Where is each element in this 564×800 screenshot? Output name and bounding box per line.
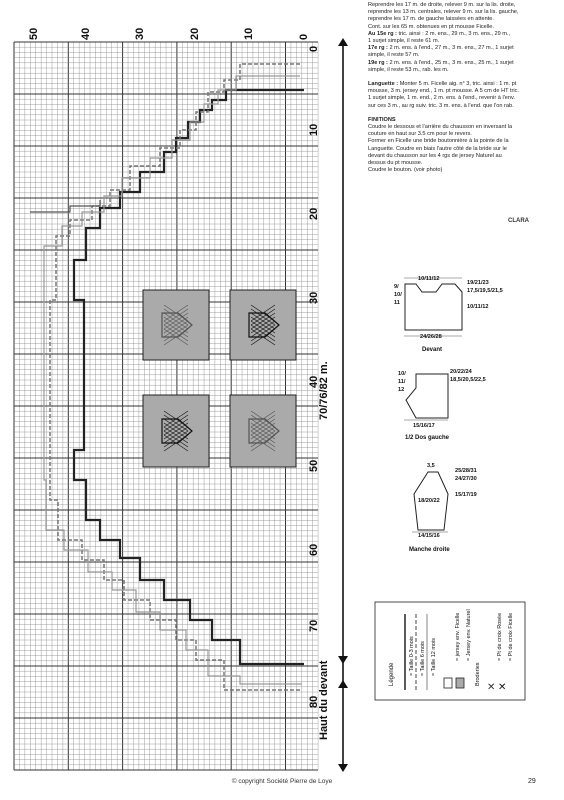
front-top-label: Haut du devant: [318, 660, 330, 740]
finitions-line: couture en haut sur 3.5 cm pour le revers.: [368, 131, 472, 138]
devant-top-dim: 10/11/12: [418, 276, 440, 282]
size-outline: [74, 90, 304, 664]
row19-text-more: simple, il reste 53 m., rab. les m.: [368, 66, 449, 73]
devant-right-top-dim: 19/21/23: [467, 280, 489, 286]
finitions-line: dessus du pt mousse.: [368, 160, 423, 167]
legend-jersey-ficelle: = jersey env. Ficelle: [455, 612, 461, 661]
finitions-line: Coudre le bouton. (voir photo): [368, 167, 443, 174]
manche-right-mid-dim: 24/27/30: [455, 476, 477, 482]
legend-swatch-naturel: [456, 678, 464, 688]
finitions-line: devant du chausson sur les 4 rgs de jersey Naturel au: [368, 152, 502, 159]
row17-text-more: simple, il reste 57 m.: [368, 52, 420, 59]
languette-text: Monter 5 m. Ficelle aig. n° 3, tric. ainsi : 1 m. pt: [398, 81, 517, 88]
copyright-footer: [0, 778, 564, 785]
col-number: 70: [308, 619, 320, 632]
row19-text: 2 m. ens. à l'end., 25 m., 3 m. ens., 25 m., 1 surjet: [387, 59, 514, 66]
chart-side-scale: [338, 38, 348, 772]
row15-heading: Au 15e rg :: [368, 30, 397, 37]
instructions-text: [368, 2, 540, 174]
legend-size-3: = Taille 12 mois: [431, 638, 437, 676]
manche-title: Manche droite: [409, 547, 450, 553]
scale-arrow-up-icon: [338, 38, 348, 46]
col-number: 0: [308, 45, 320, 52]
legend-swatch-ficelle: [444, 678, 452, 688]
finitions-line: Former en Ficelle une bride boutonnière à la pointe de la: [368, 138, 509, 145]
instruction-line: Cont. sur les 65 m. obtenues en pt mousse Ficelle.: [368, 23, 494, 30]
row-number: 40: [80, 27, 92, 40]
manche-top-dim: 3,5: [427, 463, 435, 469]
size-outline: [30, 200, 100, 212]
manche-inner-dim: 18/20/22: [418, 498, 440, 504]
instruction-line: reprendre les 13 m. centrales, relever 9 m. sur la lis. gauche,: [368, 9, 519, 16]
finitions-line: Coudre le dessous et l'arrière du chausson en inversant la: [368, 124, 513, 131]
size-outline: [50, 64, 302, 690]
legend-broderies: Broderies: [475, 662, 481, 686]
devant-left-dim-2: 10/: [394, 292, 402, 298]
row15-text: tric. ainsi : 2 m. ens., 29 m., 3 m. ens., 29 m.,: [396, 30, 511, 37]
legend-cross-rosee-icon: ✕: [487, 682, 496, 693]
devant-left-dim-1: 9/: [394, 284, 399, 290]
instruction-line: reprendre les 17 m. de gauche laissées en attente.: [368, 16, 494, 23]
row15-text-more: 1 surjet simple, il reste 61 m.: [368, 38, 440, 45]
legend-cross-ficelle-icon: ✕: [498, 682, 507, 693]
legend-size-1: = Taille 0-3 mois: [409, 636, 415, 676]
legend-title: Légende: [389, 662, 395, 686]
row-number: 30: [134, 27, 146, 40]
row19-heading: 19e rg :: [368, 59, 388, 66]
manche-right-low-dim: 15/17/19: [455, 492, 477, 498]
legend-pt-croix-ficelle: = Pt de croix Ficelle: [508, 612, 514, 661]
dos-bottom-dim: 15/16/17: [413, 423, 435, 429]
devant-right-bot-dim: 17,5/19,5/21,5: [467, 288, 503, 294]
copyright-text: © copyright Société Pierre de Loye: [231, 778, 333, 785]
dos-left-dim-3: 12: [398, 387, 405, 393]
dos-shape: [406, 374, 448, 418]
size-outlines: [30, 64, 304, 690]
row17-heading: 17e rg :: [368, 45, 388, 52]
legend-pt-croix-rosee: = Pt de croix Rosée: [497, 612, 503, 661]
devant-right-mid-dim: 10/11/12: [467, 304, 489, 310]
row-number: 50: [28, 27, 40, 40]
size-label: 70/76/82 m.: [318, 361, 330, 420]
row17-text: 2 m. ens. à l'end., 27 m., 3 m. ens., 27 m., 1 surjet: [387, 45, 514, 52]
devant-bottom-dim: 24/26/28: [420, 334, 442, 340]
languette-text-more: 1 surjet simple, 1 m. end., 2 m. ens. à l'end., revenir à l'env.: [368, 95, 515, 102]
col-number: 80: [308, 695, 320, 708]
dos-right-bot-dim: 18,5/20,5/22,5: [450, 377, 486, 383]
instruction-lines-a: [368, 2, 540, 31]
marker-arrow-icon: [338, 656, 348, 664]
dos-right-top-dim: 20/22/24: [450, 369, 472, 375]
dos-left-dim-2: 11/: [398, 379, 406, 385]
languette-heading: Languette :: [368, 81, 399, 88]
manche-right-top-dim: 25/28/31: [455, 468, 477, 474]
finitions-lines: [368, 124, 540, 174]
schematic-drawings: [404, 278, 462, 532]
page-number: 29: [528, 778, 536, 785]
dos-left-dim-1: 10/: [398, 371, 406, 377]
col-number: 20: [308, 207, 320, 220]
col-number: 40: [308, 375, 320, 388]
finitions-heading: FINITIONS: [368, 116, 396, 123]
row-number: 20: [189, 27, 201, 40]
marker-arrow-icon: [338, 680, 348, 688]
col-number: 60: [308, 543, 320, 556]
row-number: 0: [298, 33, 310, 40]
col-number: 50: [308, 459, 320, 472]
finitions-line: Languette. Coudre en biais l'autre côté de la bride sur le: [368, 145, 507, 152]
legend-jersey-naturel: = Jersey env. Naturel: [466, 609, 472, 661]
dos-title: 1/2 Dos gauche: [405, 435, 450, 441]
languette-text-more: mousse, 3 m. jersey end., 1 m. pt mousse. A 5 cm de HT tric.: [368, 88, 519, 95]
col-number: 30: [308, 291, 320, 304]
instruction-line: Reprendre les 17 m. de droite, relever 9 m. sur la lis. droite,: [368, 2, 516, 8]
row-number: 10: [243, 27, 255, 40]
devant-shape: [405, 284, 462, 330]
manche-bottom-dim: 14/15/16: [418, 533, 440, 539]
designer-name: CLARA: [508, 218, 529, 224]
languette-text-more: sur ces 3 m., au rg suiv. tric. 3 m. ens. à l'end. que l'on rab.: [368, 102, 514, 109]
devant-left-dim-3: 11: [394, 300, 400, 306]
col-number: 10: [308, 123, 320, 136]
scale-arrow-down-icon: [338, 764, 348, 772]
legend-size-2: = Taille 6 mois: [420, 641, 426, 676]
devant-title: Devant: [422, 347, 443, 353]
